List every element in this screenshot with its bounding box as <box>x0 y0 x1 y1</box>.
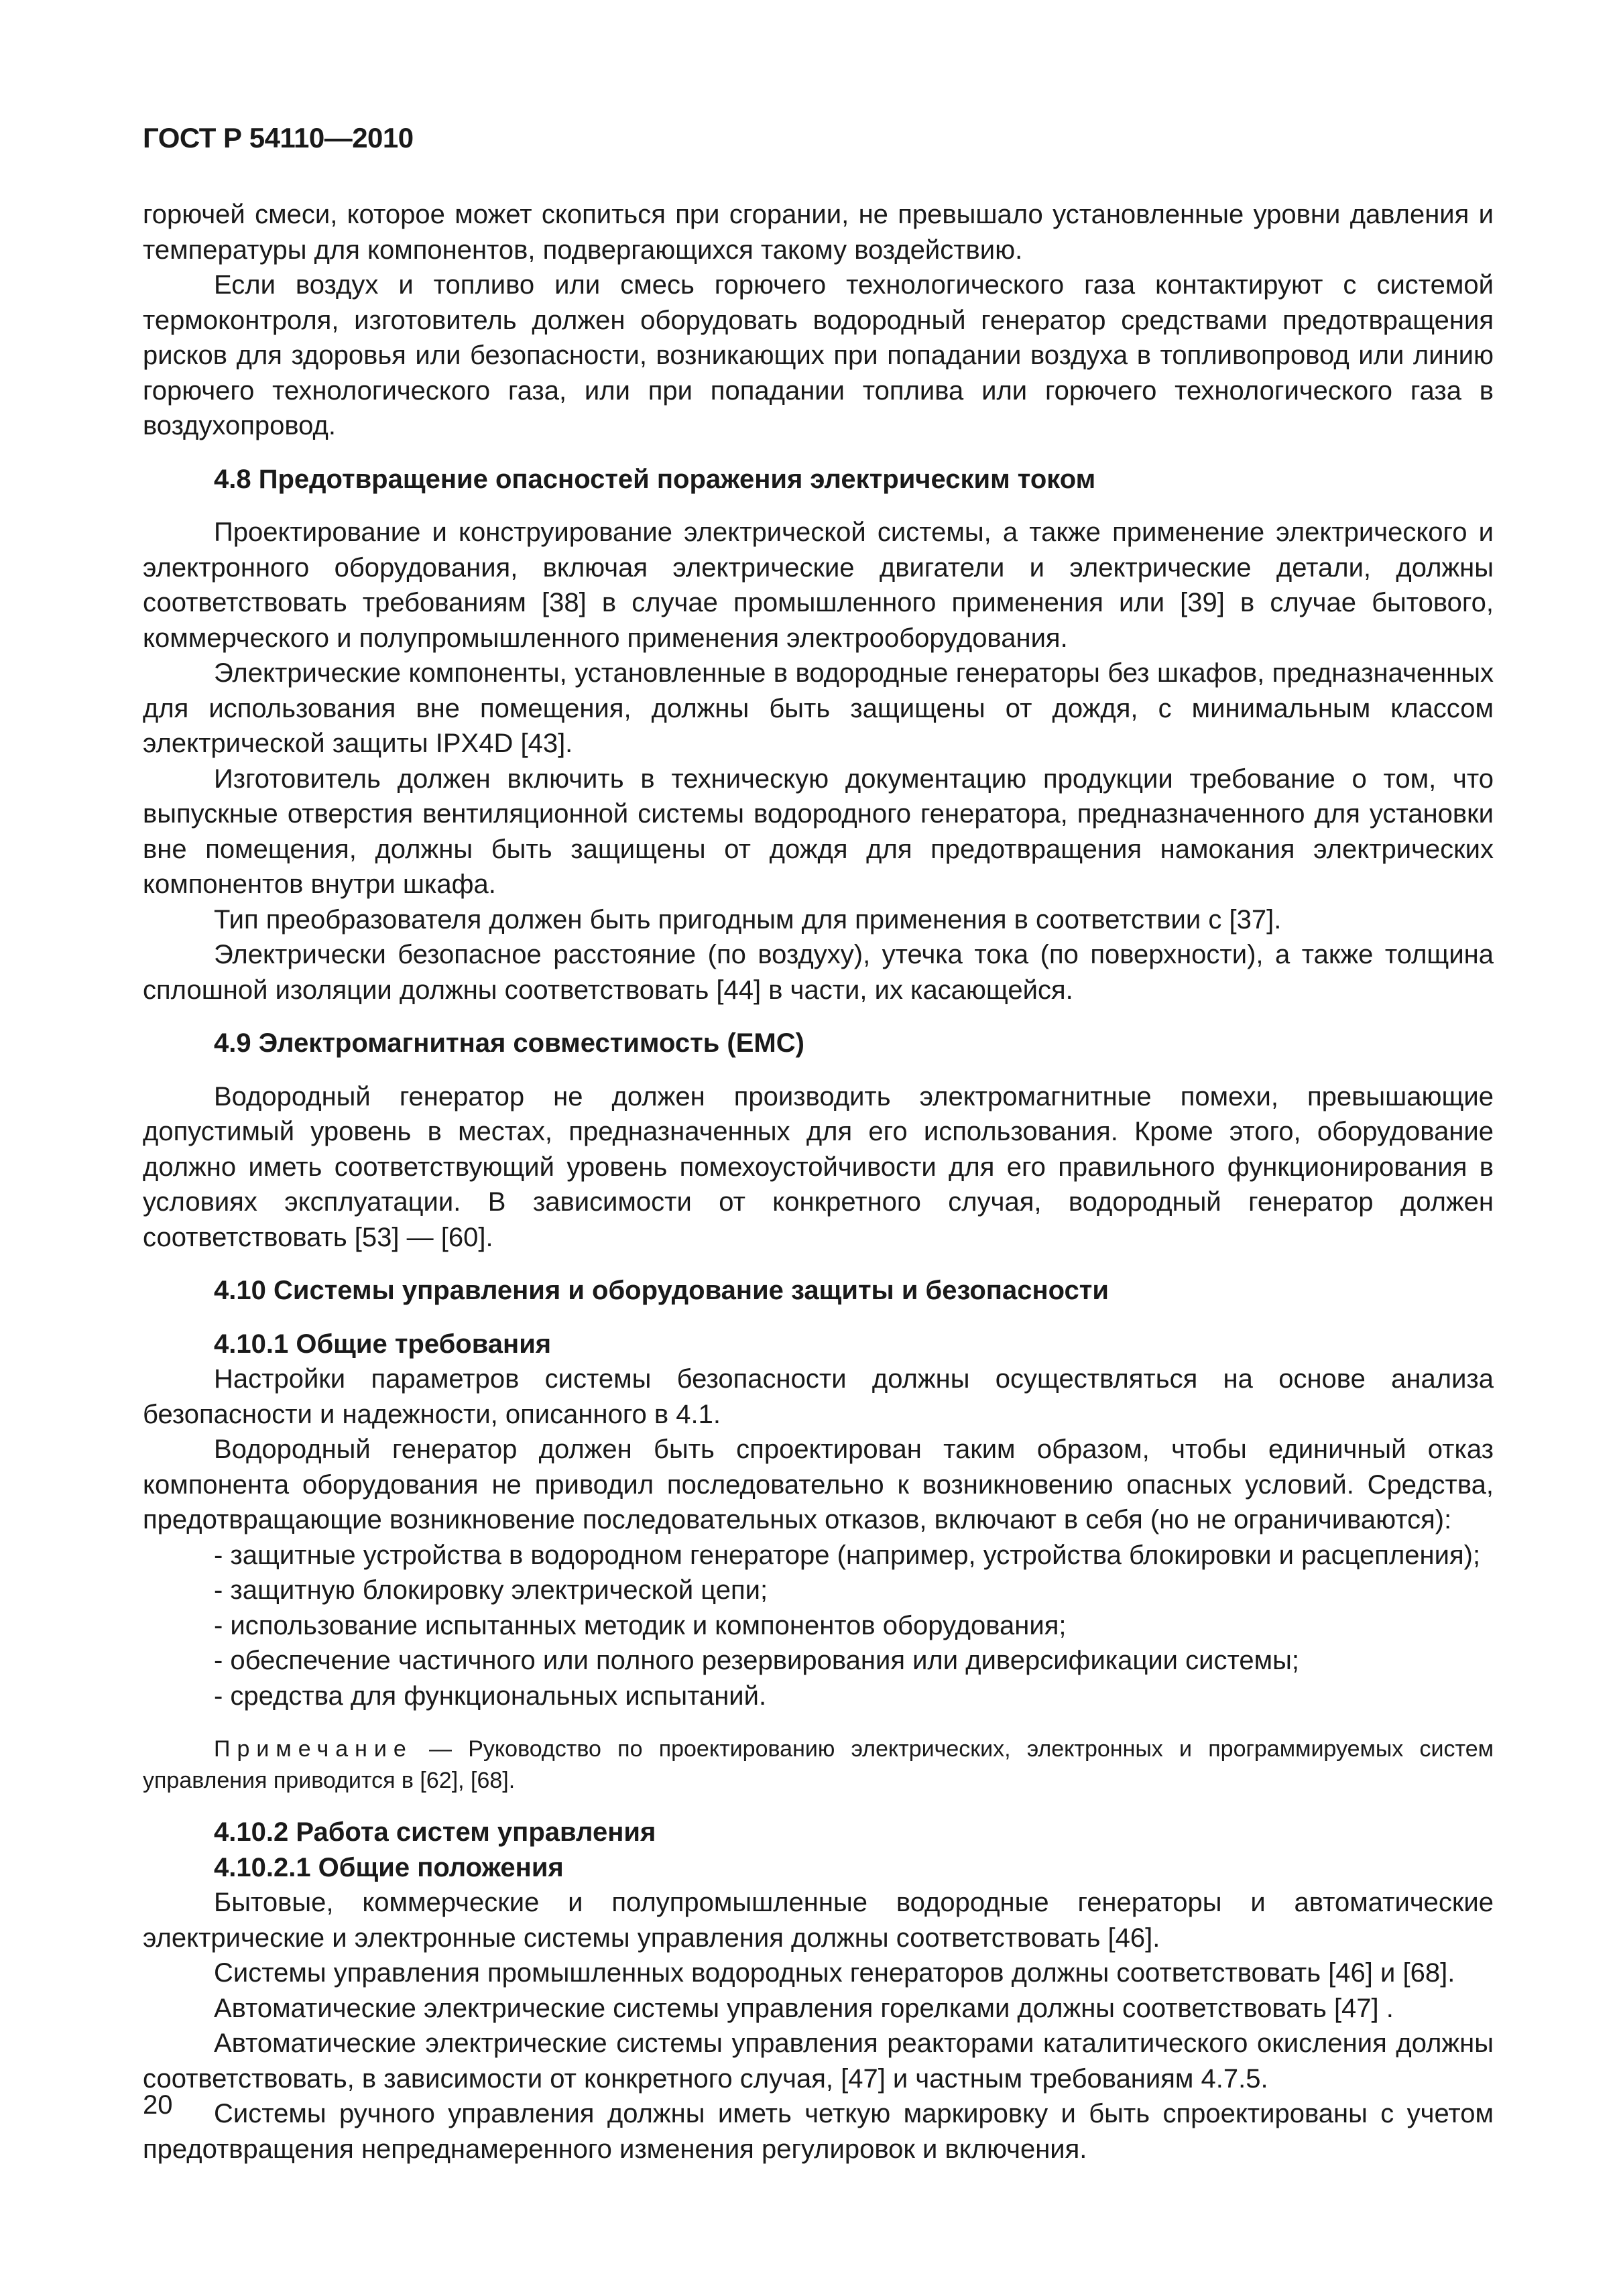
subsection-heading-4-10-2-1: 4.10.2.1 Общие положения <box>214 1852 564 1882</box>
document-body <box>143 197 1494 2167</box>
note <box>143 1734 1494 1797</box>
page-number: 20 <box>143 2090 173 2120</box>
paragraph: Если воздух и топливо или смесь горючего технологического газа контактируют с системой термоконтроля, изготовитель должен оборудовать водородный генератор средствами предотвращения рисков для здоровья или безопасности, возникающих при попадании воздуха в топливопровод или линию горючего технологического газа, или при попадании топлива или горючего технологического газа в воздухопровод. <box>143 270 1494 440</box>
paragraph: Системы ручного управления должны иметь четкую маркировку и быть спроектированы с учетом предотвращения непреднамеренного изменения регулировок и включения. <box>143 2099 1494 2164</box>
section-heading-4-10: 4.10 Системы управления и оборудование защиты и безопасности <box>214 1276 1109 1305</box>
list-item: - обеспечение частичного или полного резервирования или диверсификации системы; <box>214 1646 1299 1675</box>
note-label: Примечание <box>214 1736 413 1762</box>
paragraph: Электрические компоненты, установленные в водородные генераторы без шкафов, предназначенных для использования вне помещения, должны быть защищены от дождя, с минимальным классом электрической защиты IPX4D [43]. <box>143 658 1494 758</box>
paragraph: Системы управления промышленных водородных генераторов должны соответствовать [46] и [68]. <box>214 1958 1455 1988</box>
paragraph: Бытовые, коммерческие и полупромышленные водородные генераторы и автоматические электрические и электронные системы управления должны соответствовать [46]. <box>143 1888 1494 1953</box>
paragraph: Настройки параметров системы безопасности должны осуществляться на основе анализа безопасности и надежности, описанного в 4.1. <box>143 1364 1494 1429</box>
subsection-heading-4-10-2: 4.10.2 Работа систем управления <box>214 1817 656 1847</box>
paragraph: горючей смеси, которое может скопиться при сгорании, не превышало установленные уровни давления и температуры для компонентов, подвергающихся такому воздействию. <box>143 200 1494 265</box>
list-item: - использование испытанных методик и компонентов оборудования; <box>214 1610 1067 1640</box>
paragraph: Водородный генератор должен быть спроектирован таким образом, чтобы единичный отказ компонента оборудования не приводил последовательно к возникновению опасных условий. Средства, предотвращающие возникновение последовательных отказов, включают в себя (но не ограничиваются): <box>143 1435 1494 1534</box>
section-heading-4-8: 4.8 Предотвращение опасностей поражения электрическим током <box>214 464 1096 494</box>
paragraph: Водородный генератор не должен производить электромагнитные помехи, превышающие допустимый уровень в местах, предназначенных для его использования. Кроме этого, оборудование должно иметь соответствующий уровень помехоустойчивости для его правильного функционирования в условиях эксплуатации. В зависимости от конкретного случая, водородный генератор должен соответствовать [53] — [60]. <box>143 1081 1494 1252</box>
paragraph: Электрически безопасное расстояние (по воздуху), утечка тока (по поверхности), а также толщина сплошной изоляции должны соответствовать [44] в части, их касающейся. <box>143 940 1494 1005</box>
list-item: - средства для функциональных испытаний. <box>214 1681 767 1711</box>
paragraph: Проектирование и конструирование электрической системы, а также применение электрического и электронного оборудования, включая электрические двигатели и электрические детали, должны соответствовать требованиям [38] в случае промышленного применения или [39] в случае бытового, коммерческого и полупромышленного применения электрооборудования. <box>143 518 1494 653</box>
paragraph: Автоматические электрические системы управления реакторами каталитического окисления должны соответствовать, в зависимости от конкретного случая, [47] и частным требованиям 4.7.5. <box>143 2029 1494 2094</box>
document-header-title: ГОСТ Р 54110—2010 <box>143 122 414 154</box>
list-item: - защитные устройства в водородном генераторе (например, устройства блокировки и расцепления); <box>214 1540 1481 1570</box>
paragraph: Изготовитель должен включить в техническую документацию продукции требование о том, что выпускные отверстия вентиляционной системы водородного генератора, предназначенного для установки вне помещения, должны быть защищены от дождя для предотвращения намокания электрических компонентов внутри шкафа. <box>143 764 1494 899</box>
subsection-heading-4-10-1: 4.10.1 Общие требования <box>214 1329 552 1359</box>
section-heading-4-9: 4.9 Электромагнитная совместимость (ЕМС) <box>214 1028 804 1058</box>
note-text: — Руководство по проектированию электрических, электронных и программируемых систем управления приводится в [62], [68]. <box>143 1736 1494 1793</box>
paragraph: Тип преобразователя должен быть пригодным для применения в соответствии с [37]. <box>214 904 1282 934</box>
list-item: - защитную блокировку электрической цепи; <box>214 1575 768 1605</box>
paragraph: Автоматические электрические системы управления горелками должны соответствовать [47] . <box>214 1993 1394 2023</box>
